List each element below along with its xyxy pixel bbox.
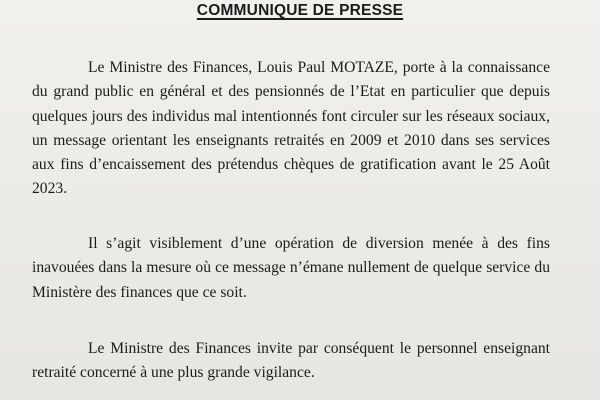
paragraph-3: Le Ministre des Finances invite par conséquent le personnel enseignant retraité concerné à une plus grande vigilance. bbox=[32, 340, 550, 382]
document-title bbox=[0, 2, 600, 20]
paragraph-2: Il s’agit visiblement d’une opération de diversion menée à des fins inavouées dans la mesure où ce message n’émane nullement de quelque service du Ministère des finances que ce soit. bbox=[32, 235, 550, 301]
paragraph-1: Le Ministre des Finances, Louis Paul MOTAZE, porte à la connaissance du grand public en général et des pensionnés de l’Etat en particulier que depuis quelques jours des individus mal intentionnés font circuler sur les réseaux sociaux, un message orientant les enseignants retraités en 2009 et 2010 dans ses services aux fins d’encaissement des prétendus chèques de gratification avant le 25 Août 2023. bbox=[32, 59, 550, 198]
document-title-text: COMMUNIQUE DE PRESSE bbox=[196, 2, 404, 19]
